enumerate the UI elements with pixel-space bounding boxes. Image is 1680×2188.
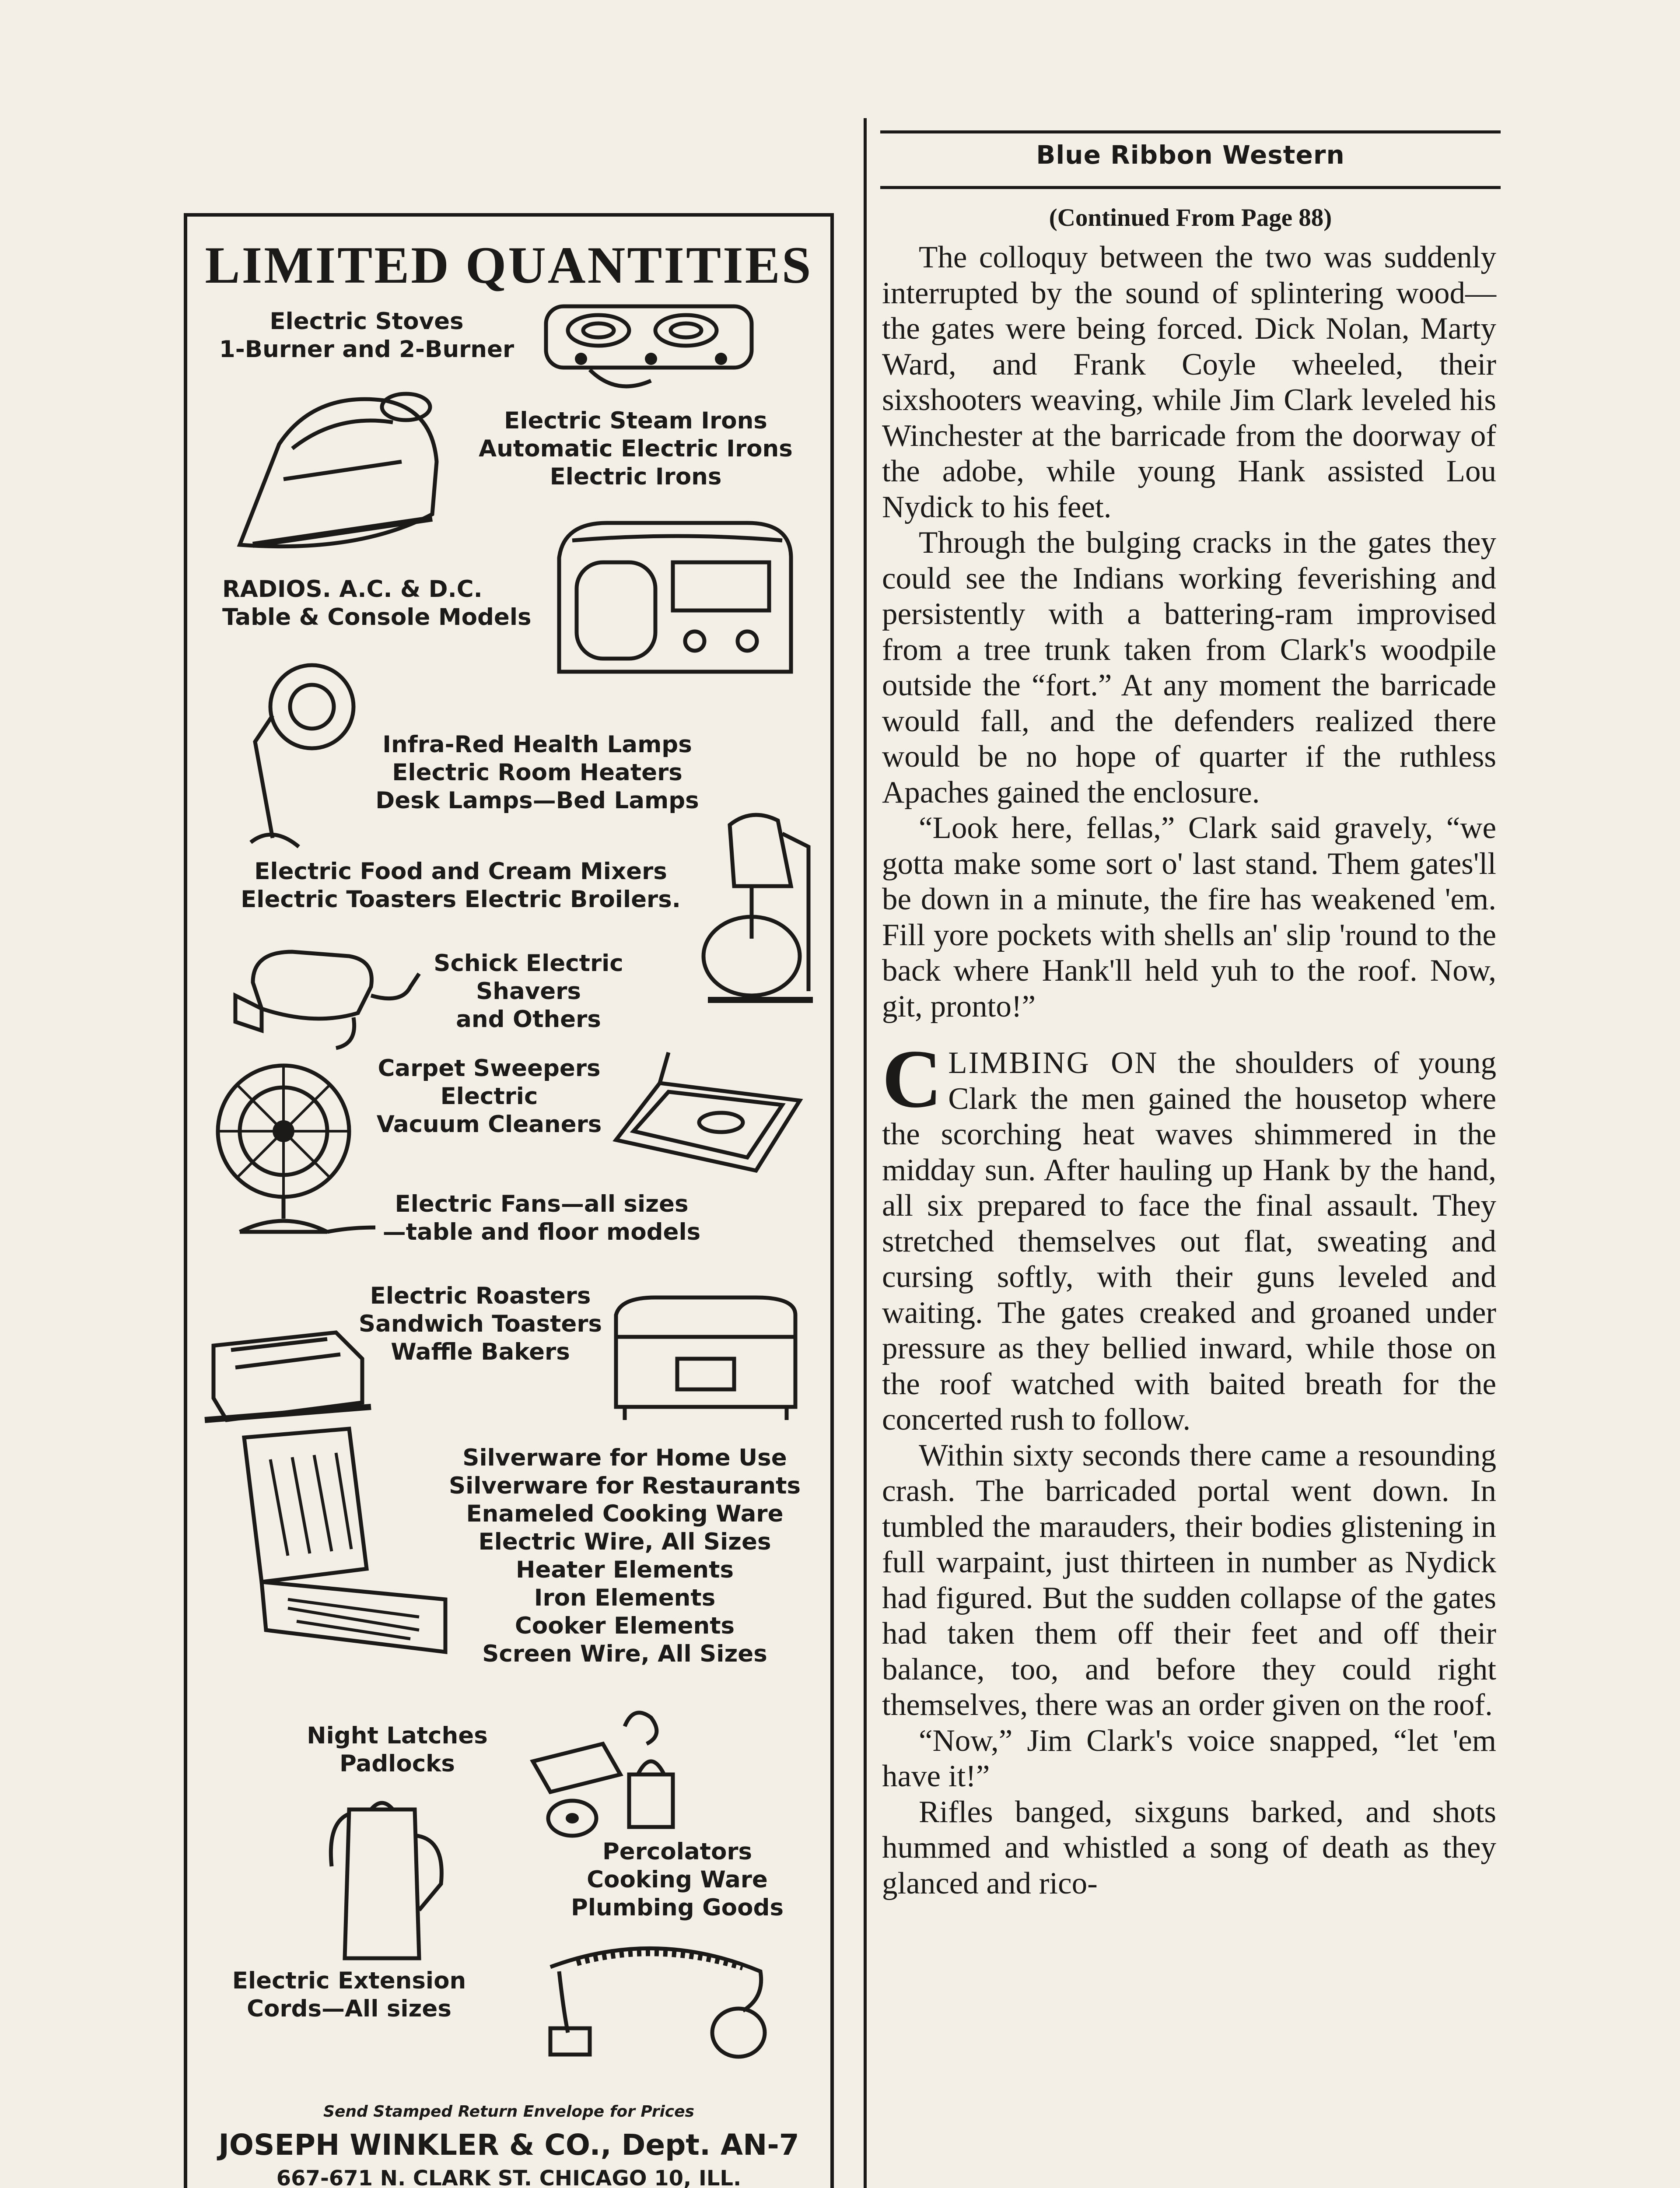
silverware-icon xyxy=(235,1424,454,1669)
advertisement xyxy=(184,213,834,2188)
ad-latches-text: Night Latches Padlocks xyxy=(307,1722,488,1777)
ad-cords-text: Electric Extension Cords—All sizes xyxy=(232,1967,466,2022)
ad-radios-text: RADIOS. A.C. & D.C. Table & Console Models xyxy=(222,576,532,631)
lead-in: LIMBING ON xyxy=(948,1046,1158,1080)
ad-shavers-text: Schick Electric Shavers and Others xyxy=(434,950,623,1033)
ad-irons-text: Electric Steam Irons Automatic Electric Irons Electric Irons xyxy=(479,407,793,490)
ad-lamps-text: Infra-Red Health Lamps Electric Room Heaters Desk Lamps—Bed Lamps xyxy=(375,731,699,814)
cord-icon xyxy=(533,1936,778,2068)
continued-note: (Continued From Page 88) xyxy=(1049,204,1332,231)
lamp-icon xyxy=(224,654,356,856)
mixer-icon xyxy=(695,807,822,1017)
header-rule-top xyxy=(880,130,1501,133)
ad-title: LIMITED QUANTITIES xyxy=(205,236,813,294)
hot-plate-icon xyxy=(537,298,765,400)
ad-footer-note: Send Stamped Return Envelope for Prices xyxy=(323,2103,694,2121)
ad-fans-text: Electric Fans—all sizes —table and floor models xyxy=(382,1191,701,1245)
sweeper-icon xyxy=(607,1044,808,1179)
column-divider xyxy=(864,118,867,2188)
section-break xyxy=(882,1024,1496,1045)
shaver-icon xyxy=(227,934,428,1057)
article-paragraph: “Look here, fellas,” Clark said gravely, “we gotta make some sort o' last stand. Them gates'll be down in a minute, the fire has weakened 'em. Fill yore pockets with shells an' slip 'round to the back where Hank'll held yuh to the roof. Now, git, pronto!” xyxy=(882,811,1496,1024)
ad-roasters-text: Electric Roasters Sandwich Toasters Waffle Bakers xyxy=(358,1283,602,1365)
ad-stoves-text: Electric Stoves 1-Burner and 2-Burner xyxy=(219,308,514,363)
iron-icon xyxy=(227,374,463,562)
ad-sweepers-text: Carpet Sweepers Electric Vacuum Cleaners xyxy=(376,1055,602,1138)
drop-cap: C xyxy=(882,1033,942,1125)
article-paragraph: Rifles banged, sixguns barked, and shots hummed and whistled a song of death as they glanced and rico- xyxy=(882,1795,1496,1900)
ad-percolators-text: Percolators Cooking Ware Plumbing Goods xyxy=(570,1838,784,1921)
padlock-icon xyxy=(524,1700,690,1840)
percolator-icon xyxy=(318,1796,450,1971)
article-paragraph: Through the bulging cracks in the gates they could see the Indians working feverishing and persistently with a battering-ram improvised from a tree trunk taken from Clark's woodpile outside the “fort.” At any moment the barricade would fall, and the defenders realized there would be no hope of quarter if the ruthless Apaches gained the enclosure. xyxy=(882,526,1496,810)
header-rule-bottom xyxy=(880,186,1501,189)
article-paragraph: Within sixty seconds there came a resounding crash. The barricaded portal went down. In tumbled the marauders, their bodies glistening in full warpaint, just thirteen in number as Nydick had figured. But the sudden collapse of the gates had taken them off their feet and off their balance, too, and before they could right themselves, there was an order given on the roof. xyxy=(882,1438,1496,1722)
running-head: Blue Ribbon Western xyxy=(1036,140,1345,170)
ad-address: 667-671 N. CLARK ST. CHICAGO 10, ILL. xyxy=(276,2166,742,2188)
roaster-icon xyxy=(603,1289,808,1429)
article-paragraph-dropcap xyxy=(882,1033,1496,1438)
toaster-icon xyxy=(196,1306,380,1442)
radio-icon xyxy=(546,514,804,685)
article-body xyxy=(882,240,1496,1901)
article-paragraph: The colloquy between the two was suddenly interrupted by the sound of splintering wood—the gates were being forced. Dick Nolan, Marty Ward, and Frank Coyle wheeled, their sixshooters weaving, while Jim Clark leveled his Winchester at the barricade from the doorway of the adobe, while young Hank assisted Lou Nydick to his feet. xyxy=(882,240,1496,524)
lead-in-rest: the shoulders of young Clark the men gained the housetop where the scorching heat waves shimmered in the midday sun. After hauling up Hank by the hand, all six prepared to face the final assault. They stretched themselves out flat, sweating and cursing softly, with their guns leveled and waiting. The gates creaked and groaned under pressure as they bellied inward, while those on the roof watched with baited breath for the concerted rush to follow. xyxy=(882,1046,1496,1437)
ad-silverware-text: Silverware for Home Use Silverware for Restaurants Enameled Cooking Ware Electric Wire, All Sizes Heater Elements Iron Elements Cooker Elements Screen Wire, All Sizes xyxy=(448,1445,801,1667)
ad-company-name: JOSEPH WINKLER & CO., Dept. AN-7 xyxy=(218,2128,799,2162)
ad-mixers-text: Electric Food and Cream Mixers Electric Toasters Electric Broilers. xyxy=(241,858,681,913)
article-paragraph: “Now,” Jim Clark's voice snapped, “let 'em have it!” xyxy=(882,1723,1496,1793)
